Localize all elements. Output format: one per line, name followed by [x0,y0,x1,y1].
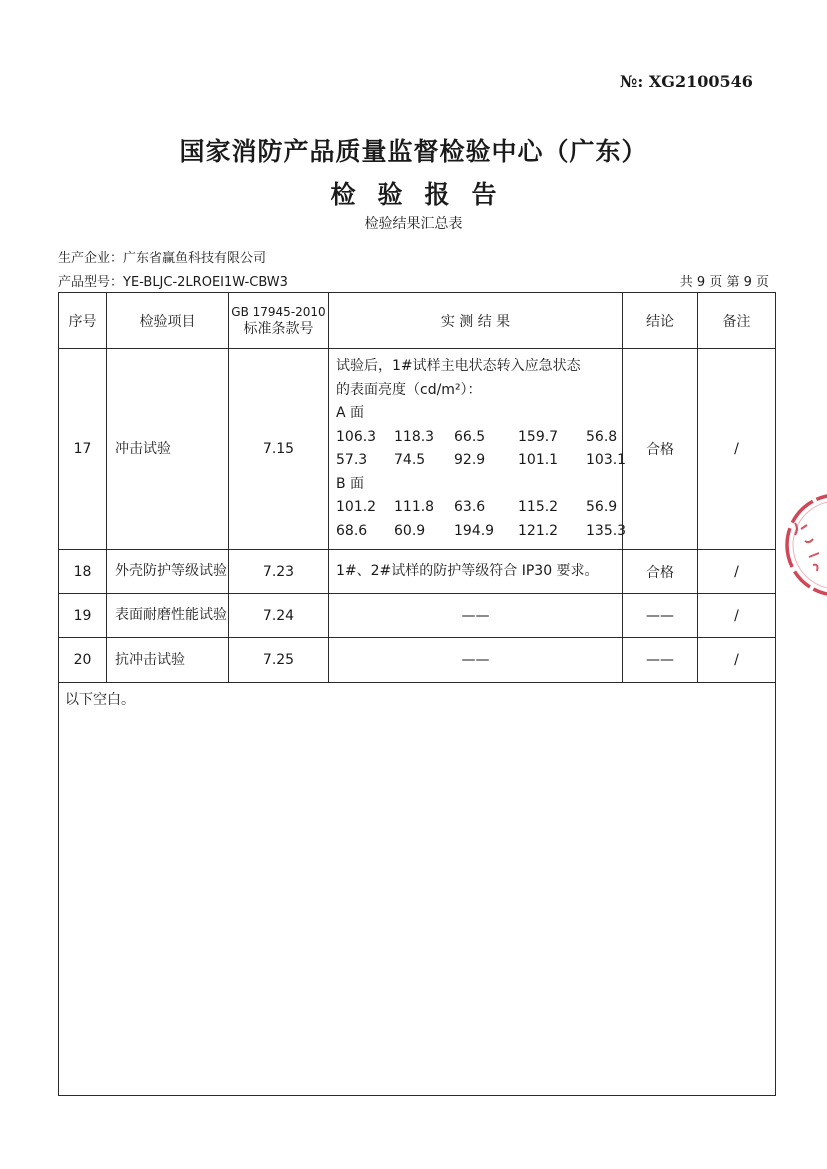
header-result: 实 测 结 果 [329,293,623,349]
table-title: 检验结果汇总表 [364,216,463,232]
row-item: 外壳防护等级试验 [107,550,229,594]
luminance-value: 63.6 [454,499,486,515]
manufacturer-line [58,247,266,266]
header-standard-clause: 标准条款号 [243,320,314,337]
document-title: 检验报告 [330,180,519,209]
header-remark: 备注 [698,293,776,349]
table-row [59,349,776,550]
face-b-values-2 [336,520,627,544]
manufacturer-label: 生产企业： [58,251,124,266]
row-result: —— [329,594,623,638]
row-clause: 7.25 [229,638,329,683]
header-seq: 序号 [59,293,107,349]
manufacturer-value: 广东省赢鱼科技有限公司 [123,251,267,266]
luminance-value: 92.9 [454,452,486,468]
face-a-label: A 面 [336,405,365,421]
luminance-value: 68.6 [336,522,368,539]
luminance-value: 121.2 [518,522,559,539]
luminance-value: 103.1 [586,452,627,468]
row-conclusion: —— [623,638,698,683]
header-standard [229,293,329,349]
luminance-value: 106.3 [336,428,377,445]
row-seq: 18 [59,550,107,594]
header-standard-code: GB 17945-2010 [231,304,326,319]
luminance-value: 159.7 [518,428,559,445]
result-line: 的表面亮度（cd/m²）： [336,381,482,398]
luminance-value: 101.1 [518,452,559,468]
table-header-row [59,293,776,349]
luminance-value: 101.2 [336,499,377,515]
header-conclusion: 结论 [623,293,698,349]
row-clause: 7.15 [229,349,329,550]
report-number: №: XG2100546 [620,72,753,91]
row-remark: / [698,638,776,683]
row-item: 表面耐磨性能试验 [107,594,229,638]
luminance-value: 135.3 [586,522,627,539]
blank-row [59,683,776,1096]
luminance-value: 60.9 [394,522,426,539]
page-count: 共 9 页 第 9 页 [679,275,769,290]
luminance-value: 118.3 [394,428,435,445]
row-remark: / [698,349,776,550]
blank-note: 以下空白。 [59,683,776,1096]
luminance-value: 56.8 [586,428,618,445]
row-clause: 7.24 [229,594,329,638]
result-line: 试验后，1#试样主电状态转入应急状态 [336,358,581,374]
row-remark: / [698,550,776,594]
row-result: 1#、2#试样的防护等级符合 IP30 要求。 [329,550,623,594]
organization-title: 国家消防产品质量监督检验中心（广东） [179,137,648,166]
row-item: 冲击试验 [107,349,229,550]
luminance-value: 66.5 [454,428,486,445]
row-result: —— [329,638,623,683]
face-a-values-1 [336,426,616,450]
face-b-label: B 面 [336,475,365,492]
luminance-value: 56.9 [586,499,618,515]
results-table [58,292,776,1096]
luminance-value: 74.5 [394,452,426,468]
row-conclusion: —— [623,594,698,638]
row-seq: 17 [59,349,107,550]
row-item: 抗冲击试验 [107,638,229,683]
luminance-value: 194.9 [454,522,495,539]
face-a-values-2 [336,449,627,473]
model-line [58,271,288,290]
row-remark: / [698,594,776,638]
table-row [59,594,776,638]
table-row [59,638,776,683]
luminance-value: 115.2 [518,499,559,515]
seal-stamp [775,483,827,613]
luminance-value: 57.3 [336,452,368,468]
row-clause: 7.23 [229,550,329,594]
luminance-value: 111.8 [394,499,435,515]
model-value: YE-BLJC-2LROEⅠ1W-CBW3 [123,275,288,290]
row-result [329,349,627,550]
model-label: 产品型号： [58,275,124,290]
row-seq: 19 [59,594,107,638]
header-item: 检验项目 [107,293,229,349]
row-conclusion: 合格 [623,349,698,550]
table-row [59,550,776,594]
row-conclusion: 合格 [623,550,698,594]
face-b-values-1 [336,496,616,520]
row-seq: 20 [59,638,107,683]
